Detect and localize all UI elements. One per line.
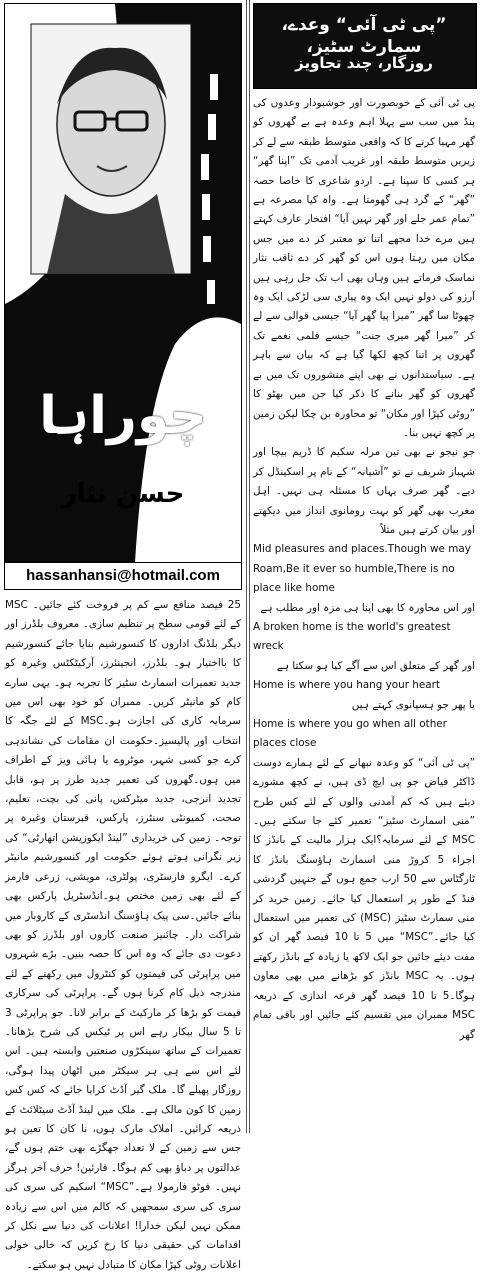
paragraph: 25 فیصد منافع سے کم پر فروخت کئے جائیں۔ MSC کے لئے قومی سطح پر تنظیم سازی۔ معروف بلڈرز اور دیگر بلڈنگ اداروں کا کنسورشیم بنایا جائے کنسورشیم کا بااختیار ہو۔ بلڈرز، انجینئرز، آرکیٹکٹس وغیرہ کو جدید تعمیرات اسمارٹ سٹیز کا تجربہ ہو۔ یہی سارے کام کو مانیٹر کریں۔ ممبران کو خود بھی اس میں سرمایہ کاری کی اجازت ہو۔MSC کے لئے جگہ کا انتخاب اور پالیسیز۔حکومت ان مقامات کی نشاندہی کرے جو کسی شہر، موٹروے یا ہائی ویز کے اطراف میں ہوں۔گھروں کی تعمیر جدید طرز پر ہو، قابل تجدید انرجی، جدید میٹرکس، پانی کی بچت، تعلیم، صحت، کمیونٹی سنٹرز، پارکس، قبرستان وغیرہ پر توجہ۔ زمین کی خریداری ”لینڈ ایکوزیشن اتھارٹی“ کی زیر نگرانی ہوتے ہوئے حکومت اور کنسورشیم مانیٹر کرے۔ ایگرو فارسٹری، پولٹری، مویشی، زرعی فارمز کے لئے بھی زمین مختص ہو۔انڈسٹریل پارکس بھی بنائے جائیں۔سی پیک ہاؤسنگ انڈسٹری کے کاروبار میں شراکت دار۔ چائنیز صنعت کاروں اور بلڈرز کو بھی دعوت دی جائے کہ وہ اس کا حصہ بنیں۔ بڑے شہروں میں پراپرٹی کی قیمتوں کو کنٹرول میں رکھنے کے لئے مندرجہ ذیل کام کرنا ہوں گے۔ پراپرٹی کی سرکاری قیمت کو بڑھا کر مارکیٹ کے برابر لانا۔ جو پراپرٹی 3 تا 5 سال بیکار رہے اس پر ٹیکس کی شرح بڑھانا۔تعمیرات کے ساتھ سینکڑوں صنعتیں وابستہ ہیں۔ اس لئے اس سے ہی ہر سیکٹر میں اٹھان پیدا ہوگی، روزگار پھیلے گا۔ ملک گیر آڈٹ کرایا جائے کہ کس کس زمین کا کون مالک ہے۔ ملک میں لینڈ آڈٹ سیٹلائٹ کے ذریعہ کرائیں۔ املاک مارک ہوں، نا کان کا تعین ہو جس سے زمین کے لا تعداد جھگڑے بھی ختم ہوں گے، عدالتوں پر دباؤ بھی کم ہوگا۔ قارئین! حرف آخر ہرگز نہیں۔ فوٹو فارمولا ہے۔”MSC“ اسکیم کی سری کی سری کی سری سمجھیں کہ کالم میں اس سے زیادہ ممکن نہیں لیکن خدارا! اعلانات کی دنیا سے نکل کر اقدامات کی حقیقی دنیا کا رخ کریں کہ خالی خولی اعلانات روٹی کپڑا مکان کا متبادل نہیں ہو سکتے۔ <box>5 599 241 1271</box>
article-column-right <box>253 94 475 1130</box>
paragraph: پی ٹی آئی کے خوبصورت اور خوشبودار وعدوں کی پنڈ میں سب سے پہلا اہم وعدہ ہے بے گھروں کو گھر مہیا کرنے کا کہ واقعی متوسط طبقہ سے لے کر زیریں متوسط طبقہ اور غریب آدمی تک ”اپنا گھر“ ہر کسی کا سپنا ہے۔ اردو شاعری کا خاصا حصہ ”گھر“ کے گرد ہی گھومتا ہے۔ واہ کیا مصرعہ ہے ”تمام عمر جلے اور گھر نہیں آیا“ افتخار عارف کہتے ہیں مرے خدا مجھے اتنا تو معتبر کر دے میں جس مکان میں رہتا ہوں اس کو گھر کر دے ثاقب نثار نماسک فرماتے ہیں وہاں بھی اب تک جل رہی ہیں آرزو کی دولو نہیں ایک وہ پیاری سی لڑکی ایک وہ چھوٹا سا گھر ”میرا پیا گھر آیا“ جیسی قوالی سے لے کر ”میرا گھر میری جنت“ جیسے فلمی نغمے تک گھروں پر اتنا کچھ لکھا گیا ہے کہ بیان سے باہر ہے۔ سیاستدانوں نے بھی اپنے منشوروں تک میں بے گھروں کو گھر بنانے کا ذکر کیا جن میں بھٹو کا ”روٹی کپڑا اور مکان“ تو محاورہ بن چکا لیکن زمین پر کچھ نہیں بنا۔ <box>253 97 475 439</box>
headline-subtitle: روزگار، چند تجاویز <box>295 54 433 72</box>
columnist-email[interactable]: hassanhansi@hotmail.com <box>4 562 242 590</box>
article-column-left <box>5 596 241 1271</box>
english-quote: A broken home is the world's greatest wreck <box>253 620 451 653</box>
paragraph: اور اس محاورہ کا بھی اپنا ہی مزہ اور مطلب ہے <box>260 601 475 614</box>
paragraph: یا پھر جو ہسپانوی کہتے ہیں <box>351 698 475 711</box>
english-quote: Home is where you go when all other places close <box>253 718 447 750</box>
headline-title: ”پی ٹی آئی“ وعدے، سمارٹ سٹیز، <box>281 15 447 57</box>
columnist-name: حسن نثار <box>61 479 185 509</box>
headline-box <box>253 3 477 89</box>
paragraph: ”پی ٹی آئی“ کو وعدہ نبھانے کے لئے ہمارے دوست ڈاکٹر فیاض جو پی ایچ ڈی ہیں، نے کچھ مشورے دیئے ہیں کہ کم آمدنی والوں کے لئے کس طرح ”منی اسمارٹ سٹیز“ تعمیر کئے جا سکتے ہیں۔MSC کے لئے سرمایہ؟ایک ہزار مالیت کے بانڈز کا اجراء 5 کروڑ منی اسمارٹ ہاؤسنگ بانڈز کا ٹارگٹاس سے 50 ارب جمع ہوں گے جنہیں گردشی فنڈ کے طور پر استعمال کیا جائے۔ زمین خرید کر منی سمارٹ سٹیز (MSC) کی تعمیر میں استعمال کیا جائے۔”MSC“ میں 5 تا 10 فیصد گھر ان کو مفت دیئے جائیں جو ایک لاکھ یا زیادہ کے بانڈز رکھتے ہوں۔ یہ MSC بانڈز کو بڑھانے میں بھی معاون ہوگا۔5 تا 10 فیصد گھر قرعہ اندازی کے ذریعہ MSC ممبران میں تقسیم کئے جائیں اور باقی تمام گھر <box>253 756 475 1041</box>
column-divider <box>249 0 250 1133</box>
column-divider <box>246 0 247 1133</box>
columnist-logo-block <box>4 3 242 563</box>
paragraph: جو نیجو نے بھی تین مرلہ سکیم کا ڈریم بیچا اور شہباز شریف نے تو ”آشیانہ“ کے نام پر اسکینڈل کر دیے۔ گھر صرف یہاں کا مسئلہ ہی نہیں۔ اہل مغرب بھی گھر کو بہت رومانوی انداز میں دیکھتے اور بیان کرتے ہیں مثلاً <box>253 446 475 536</box>
paragraph: اور گھر کے متعلق اس سے آگے کیا ہو سکتا ہے <box>276 659 475 672</box>
english-quote: Home is where you hang your heart <box>253 679 440 692</box>
english-quote: Mid pleasures and places.Though we may Roam,Be it ever so humble,There is no place like home <box>253 543 471 595</box>
logo-title: چوراہا <box>39 386 207 446</box>
